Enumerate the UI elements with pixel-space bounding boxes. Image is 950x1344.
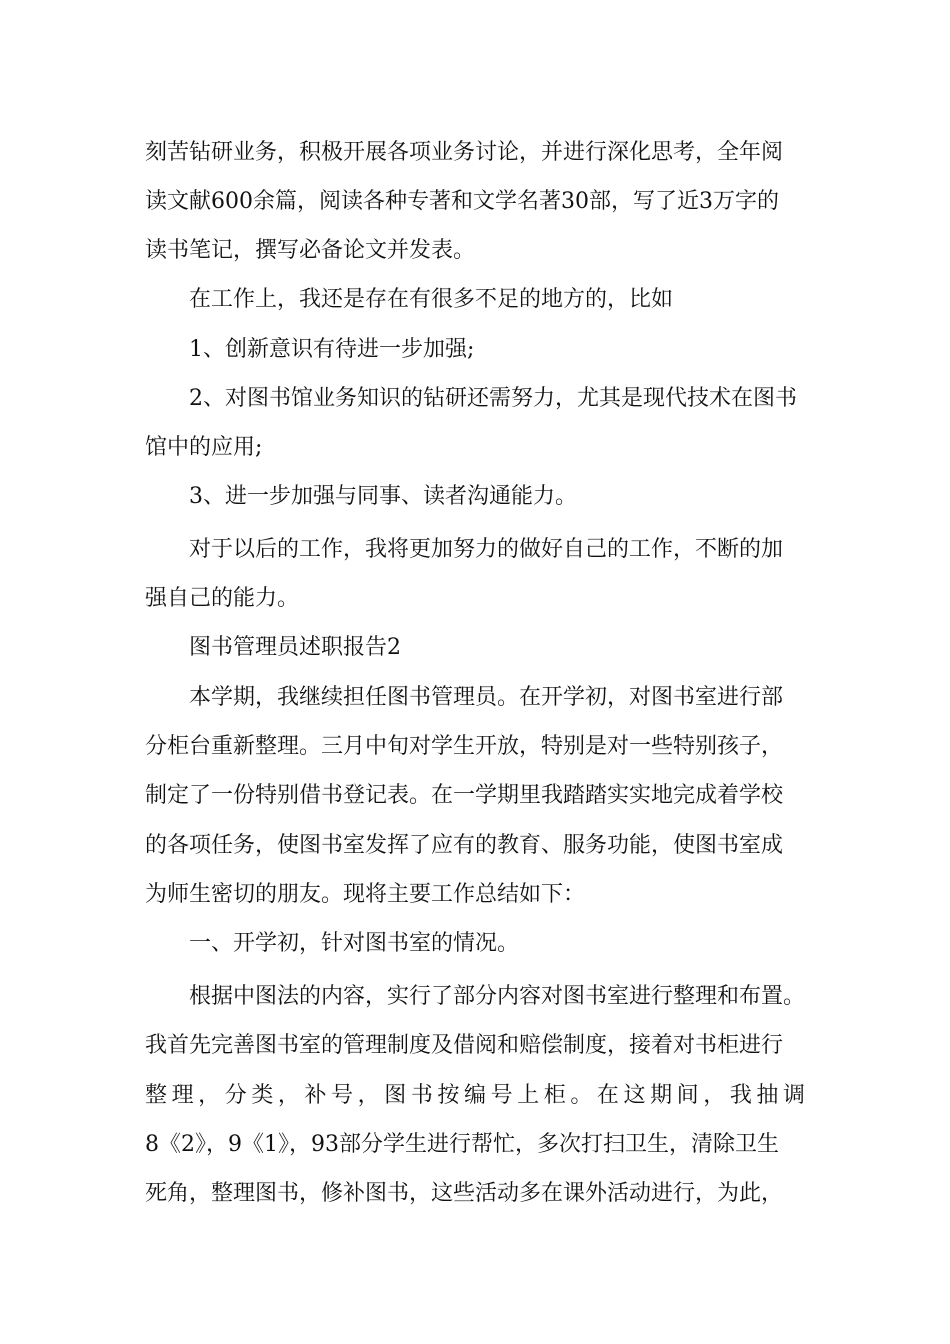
text-line: 死角，整理图书，修补图书，这些活动多在课外活动进行，为此， [145, 1181, 784, 1206]
list-item-1: 1、创新意识有待进一步加强; [189, 337, 475, 362]
text-line: 本学期，我继续担任图书管理员。在开学初，对图书室进行部 [189, 685, 784, 710]
subsection-heading: 一、开学初，针对图书室的情况。 [189, 931, 520, 956]
list-item-2: 2、对图书馆业务知识的钻研还需努力，尤其是现代技术在图书 [189, 386, 797, 411]
text-line: 读书笔记，撰写必备论文并发表。 [145, 238, 476, 263]
text-line: 强自己的能力。 [145, 586, 300, 611]
text-line: 8《2》，9《1》，93部分学生进行帮忙，多次打扫卫生，清除卫生 [145, 1132, 779, 1157]
text-line: 整理，分类，补号，图书按编号上柜。在这期间，我抽调 [145, 1083, 805, 1108]
text-line: 为师生密切的朋友。现将主要工作总结如下： [145, 882, 586, 907]
text-line: 读文献600余篇，阅读各种专著和文学名著30部，写了近3万字的 [145, 189, 779, 214]
text-line: 根据中图法的内容，实行了部分内容对图书室进行整理和布置。 [189, 984, 806, 1009]
text-line: 馆中的应用; [145, 435, 263, 460]
list-item-3: 3、进一步加强与同事、读者沟通能力。 [189, 484, 577, 509]
text-line: 的各项任务，使图书室发挥了应有的教育、服务功能，使图书室成 [145, 833, 784, 858]
text-line: 在工作上，我还是存在有很多不足的地方的，比如 [189, 287, 674, 312]
section-heading: 图书管理员述职报告2 [189, 635, 401, 660]
text-line: 刻苦钻研业务，积极开展各项业务讨论，并进行深化思考，全年阅 [145, 140, 784, 165]
text-line: 制定了一份特别借书登记表。在一学期里我踏踏实实地完成着学校 [145, 783, 784, 808]
text-line: 分柜台重新整理。三月中旬对学生开放，特别是对一些特别孩子， [145, 734, 784, 759]
text-line: 我首先完善图书室的管理制度及借阅和赔偿制度，接着对书柜进行 [145, 1033, 784, 1058]
text-line: 对于以后的工作，我将更加努力的做好自己的工作，不断的加 [189, 537, 784, 562]
